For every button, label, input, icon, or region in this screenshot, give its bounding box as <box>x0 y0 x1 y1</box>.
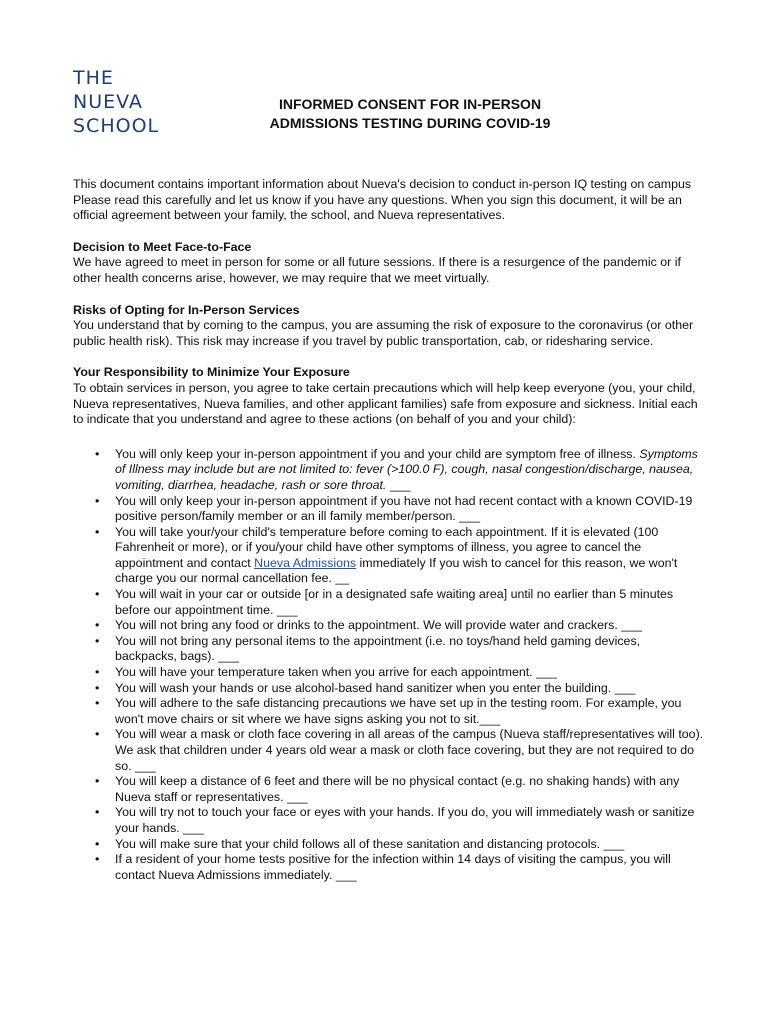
title-line-2: ADMISSIONS TESTING DURING COVID-19 <box>269 115 551 131</box>
title-line-1: INFORMED CONSENT FOR IN-PERSON <box>278 96 542 112</box>
list-item: • You will adhere to the safe distancing precautions we have set up in the testing room. For example, you won't move chairs or sit where we have signs asking you not to sit.___ <box>115 696 705 727</box>
list-item-blank: ___ <box>386 477 411 492</box>
list-item-text: You will take your/your child's temperature before coming to each appointment. If it is elevated (100 Fahrenheit or more), or if you/your child have other symptoms of illness, you agree to cancel the appointment and contact <box>115 524 659 570</box>
logo-line-school: SCHOOL <box>73 115 160 137</box>
section-heading: Your Responsibility to Minimize Your Exposure <box>73 365 350 380</box>
section-text: We have agreed to meet in person for some or all future sessions. If there is a resurgence of the pandemic or if other health concerns arise, however, we may require that we meet virtually. <box>73 255 681 285</box>
list-item <box>115 447 705 494</box>
list-item: • You will wear a mask or cloth face covering in all areas of the campus (Nueva staff/representatives will too). We ask that children under 4 years old wear a mask or cloth face covering, but they are not required to do so. ___ <box>115 727 705 774</box>
list-item: • You will have your temperature taken when you arrive for each appointment. ___ <box>115 665 705 681</box>
list-item: • You will wait in your car or outside [or in a designated safe waiting area] until no earlier than 5 minutes before our appointment time. ___ <box>115 587 705 618</box>
list-item: • You will keep a distance of 6 feet and there will be no physical contact (e.g. no shaking hands) with any Nueva staff or representatives. ___ <box>115 774 705 805</box>
list-item: • You will try not to touch your face or eyes with your hands. If you do, you will immediately wash or sanitize your hands. ___ <box>115 805 705 836</box>
list-item: • If a resident of your home tests positive for the infection within 14 days of visiting the campus, you will contact Nueva Admissions immediately. ___ <box>115 852 705 883</box>
list-item: • You will only keep your in-person appointment if you have not had recent contact with a known COVID-19 positive person/family member or an ill family member/person. ___ <box>115 494 705 525</box>
document-title <box>200 95 620 133</box>
list-item <box>115 525 705 587</box>
school-logo <box>73 66 159 138</box>
nueva-admissions-link[interactable]: Nueva Admissions <box>254 555 357 570</box>
section-responsibility <box>73 365 705 427</box>
section-text: To obtain services in person, you agree to take certain precautions which will help keep everyone (you, your child, Nueva representatives, Nueva families, and other applicant families) safe from exposure and sickness. Initial each to indicate that you understand and agree to these actions (on behalf of you and your child): <box>73 380 698 427</box>
section-risks <box>73 303 705 350</box>
intro-paragraph: This document contains important information about Nueva's decision to conduct in-person IQ testing on campus Please read this carefully and let us know if you have any questions. When you sign this document, it will be an official agreement between your family, the school, and Nueva representatives. <box>73 177 692 223</box>
list-item: • You will wash your hands or use alcohol-based hand sanitizer when you enter the building. ___ <box>115 681 705 697</box>
list-item-text: You will only keep your in-person appointment if you and your child are symptom free of illness. <box>115 446 640 461</box>
list-item: • You will not bring any food or drinks to the appointment. We will provide water and crackers. ___ <box>115 618 705 634</box>
section-decision <box>73 240 705 287</box>
document-body <box>73 177 705 883</box>
list-item: • You will not bring any personal items to the appointment (i.e. no toys/hand held gaming devices, backpacks, bags). ___ <box>115 634 705 665</box>
section-text: You understand that by coming to the campus, you are assuming the risk of exposure to the coronavirus (or other public health risk). This risk may increase if you travel by public transportation, cab, or ridesharing service. <box>73 318 694 348</box>
list-item-text: immediately If you wish to cancel for this reason, we won't charge you our normal cancellation fee. __ <box>115 555 678 586</box>
section-heading: Risks of Opting for In-Person Services <box>73 302 300 317</box>
list-item-italic-text: Symptoms of Illness may include but are not limited to: fever (>100.0 F), cough, nasal congestion/discharge, nausea, vomiting, diarrhea, headache, rash or sore throat. <box>115 446 698 492</box>
section-heading: Decision to Meet Face-to-Face <box>73 239 252 254</box>
logo-line-the: THE <box>73 67 114 89</box>
list-item: • You will make sure that your child follows all of these sanitation and distancing protocols. ___ <box>115 837 705 853</box>
precaution-list <box>73 447 705 884</box>
logo-line-nueva: NUEVA <box>73 91 143 113</box>
